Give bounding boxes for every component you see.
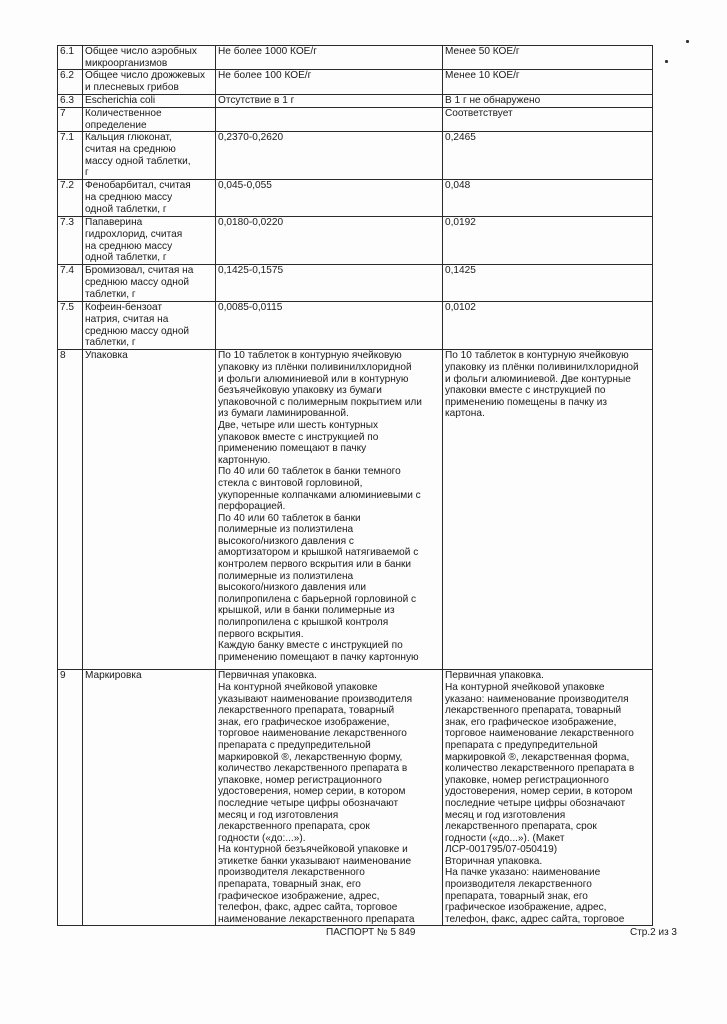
row-number: 9 bbox=[58, 670, 83, 926]
table-row bbox=[58, 108, 653, 132]
indicator-name: Escherichia coli bbox=[83, 95, 216, 108]
result-value: 0,0102 bbox=[443, 302, 653, 350]
indicator-name: Количественное определение bbox=[83, 108, 216, 132]
table-row bbox=[58, 265, 653, 302]
norm-value: 0,0085-0,0115 bbox=[216, 302, 443, 350]
row-number: 7.2 bbox=[58, 180, 83, 217]
norm-value: Не более 100 КОЕ/г bbox=[216, 70, 443, 95]
indicator-name: Кофеин-бензоат натрия, считая на среднюю массу одной таблетки, г bbox=[83, 302, 216, 350]
result-value: Соответствует bbox=[443, 108, 653, 132]
result-value: В 1 г не обнаружено bbox=[443, 95, 653, 108]
row-number: 8 bbox=[58, 350, 83, 670]
norm-value: 0,1425-0,1575 bbox=[216, 265, 443, 302]
norm-value: 0,045-0,055 bbox=[216, 180, 443, 217]
result-value: Первичная упаковка. На контурной ячейковой упаковке указано: наименование производителя лекарственного препарата, товарный знак, его графическое изображение, торговое наименование лекарственного препарата с предупредительной маркировкой ®, лекарственная форма, количество лекарственного препарата в упаковке, номер регистрационного удостоверения, номер серии, в котором последние четыре цифры обозначают месяц и год изготовления лекарственного препарата, срок годности («до...»). (Макет ЛСР-001795/07-050419) Вторичная упаковка. На пачке указано: наименование производителя лекарственного препарата, товарный знак, его графическое изображение, адрес, телефон, факс, адрес сайта, торговое bbox=[443, 670, 653, 926]
norm-value: Первичная упаковка. На контурной ячейковой упаковке указывают наименование производителя лекарственного препарата, товарный знак, его графическое изображение, торговое наименование лекарственного препарата с предупредительной маркировкой ®, лекарственную форму, количество лекарственного препарата в упаковке, номер регистрационного удостоверения, номер серии, в котором последние четыре цифры обозначают месяц и год изготовления лекарственного препарата, срок годности («до:...»). На контурной безъячейковой упаковке и этикетке банки указывают наименование производителя лекарственного препарата, товарный знак, его графическое изображение, адрес, телефон, факс, адрес сайта, торговое наименование лекарственного препарата bbox=[216, 670, 443, 926]
result-value: 0,1425 bbox=[443, 265, 653, 302]
indicator-name: Бромизовал, считая на среднюю массу одной таблетки, г bbox=[83, 265, 216, 302]
indicator-name: Общее число аэробных микроорганизмов bbox=[83, 46, 216, 70]
passport-table bbox=[57, 45, 653, 926]
result-value: 0,048 bbox=[443, 180, 653, 217]
result-value: 0,2465 bbox=[443, 132, 653, 180]
indicator-name: Общее число дрожжевых и плесневых грибов bbox=[83, 70, 216, 95]
norm-value: Отсутствие в 1 г bbox=[216, 95, 443, 108]
indicator-name: Фенобарбитал, считая на среднюю массу одной таблетки, г bbox=[83, 180, 216, 217]
norm-value: Не более 1000 КОЕ/г bbox=[216, 46, 443, 70]
norm-value: По 10 таблеток в контурную ячейковую упаковку из плёнки поливинилхлоридной и фольги алюминиевой или в контурную безъячейковую упаковку из бумаги упаковочной с полимерным покрытием или из бумаги ламинированной. Две, четыре или шесть контурных упаковок вместе с инструкцией по применению помещают в пачку картонную. По 40 или 60 таблеток в банки темного стекла с винтовой горловиной, укупоренные колпачками алюминиевыми с перфорацией. По 40 или 60 таблеток в банки полимерные из полиэтилена высокого/низкого давления с амортизатором и крышкой натягиваемой с контролем первого вскрытия или в банки полимерные из полиэтилена высокого/низкого давления или полипропилена с барьерной горловиной с крышкой, или в банки полимерные из полипропилена с крышкой контроля первого вскрытия. Каждую банку вместе с инструкцией по применению помещают в пачку картонную bbox=[216, 350, 443, 670]
norm-value: 0,0180-0,0220 bbox=[216, 217, 443, 265]
table-row bbox=[58, 217, 653, 265]
norm-value: 0,2370-0,2620 bbox=[216, 132, 443, 180]
indicator-name: Упаковка bbox=[83, 350, 216, 670]
result-value: Менее 10 КОЕ/г bbox=[443, 70, 653, 95]
row-number: 6.2 bbox=[58, 70, 83, 95]
table-row bbox=[58, 70, 653, 95]
scan-speck bbox=[665, 60, 668, 63]
table-row bbox=[58, 302, 653, 350]
passport-number-footer: ПАСПОРТ № 5 849 bbox=[326, 927, 416, 938]
page-number-footer: Стр.2 из 3 bbox=[630, 927, 677, 938]
indicator-name: Маркировка bbox=[83, 670, 216, 926]
row-number: 7.4 bbox=[58, 265, 83, 302]
result-value: По 10 таблеток в контурную ячейковую упаковку из плёнки поливинилхлоридной и фольги алюминиевой. Две контурные упаковки вместе с инструкцией по применению помещены в пачку из картона. bbox=[443, 350, 653, 670]
table-row bbox=[58, 132, 653, 180]
table-row bbox=[58, 350, 653, 670]
row-number: 7.5 bbox=[58, 302, 83, 350]
row-number: 7 bbox=[58, 108, 83, 132]
row-number: 7.3 bbox=[58, 217, 83, 265]
result-value: 0,0192 bbox=[443, 217, 653, 265]
indicator-name: Папаверина гидрохлорид, считая на среднюю массу одной таблетки, г bbox=[83, 217, 216, 265]
table-row bbox=[58, 670, 653, 926]
norm-value bbox=[216, 108, 443, 132]
row-number: 6.1 bbox=[58, 46, 83, 70]
scan-speck bbox=[686, 40, 689, 43]
result-value: Менее 50 КОЕ/г bbox=[443, 46, 653, 70]
table-row bbox=[58, 95, 653, 108]
row-number: 6.3 bbox=[58, 95, 83, 108]
row-number: 7.1 bbox=[58, 132, 83, 180]
table-row bbox=[58, 46, 653, 70]
table-row bbox=[58, 180, 653, 217]
indicator-name: Кальция глюконат, считая на среднюю массу одной таблетки, г bbox=[83, 132, 216, 180]
